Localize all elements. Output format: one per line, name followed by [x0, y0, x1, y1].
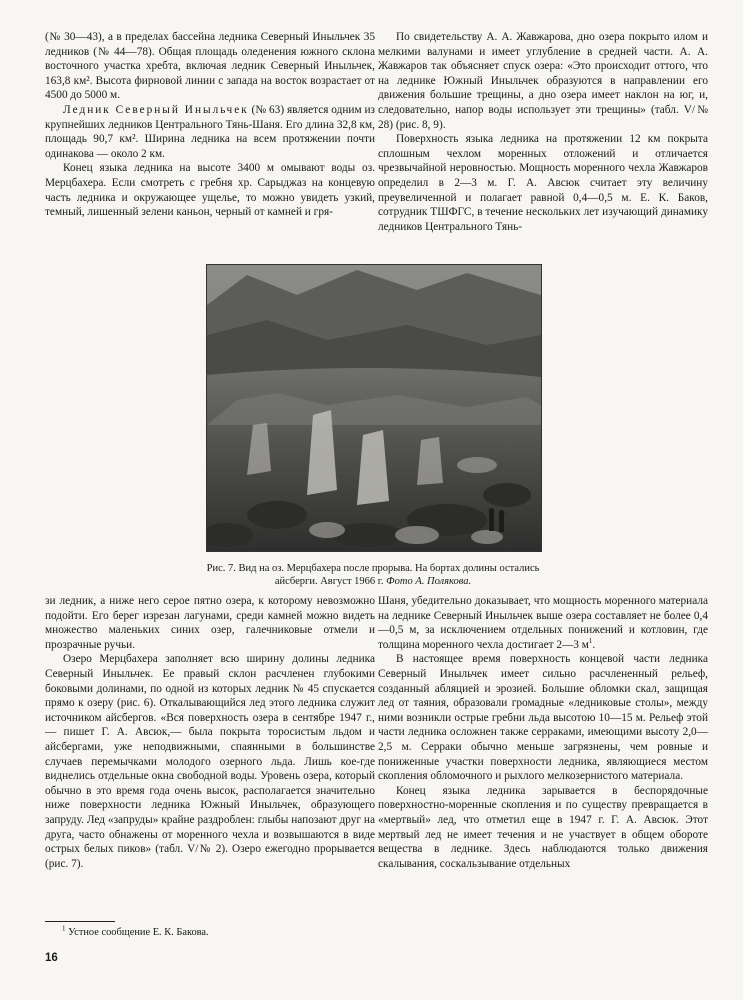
column-top-left	[45, 30, 375, 220]
paragraph: В настоящее время поверхность концевой части ледника Северный Иныльчек имеет сильно расчлененный рельеф, созданный абляцией и эрозией. Большие обломки скал, защищая лед от таяния, образовали громадные «ледниковые столы», между ними возникли острые гребни льда высотою 10—15 м. Рельеф этой части ледника осложнен также серраками, имеющими высоту 2,0—2,5 м. Серраки обычно меньше загрязнены, чем ровные и пониженные участки поверхности ледника, являющиеся местом скопления обломочного и рыхлого мелкозернистого материала.	[378, 653, 708, 783]
footnote-mark: 1	[62, 924, 66, 933]
photo-credit: Фото А. Полякова.	[386, 576, 472, 587]
footnote-divider	[45, 921, 115, 922]
glacier-name-spaced: Ледник Северный Иныльчек	[63, 103, 249, 116]
page-number: 16	[45, 952, 58, 964]
figure-caption	[190, 562, 556, 588]
paragraph: Озеро Мерцбахера заполняет всю ширину долины ледника Северный Иныльчек. Ее правый склон расчленен глубокими боковыми долинами, по одной из которых ледник № 45 спускается прямо к озеру (рис. 6). Откалывающийся лед этого ледника служит источником айсбергов. «Вся поверхность озера в сентябре 1947 г.,— пишет Г. А. Авсюк,— была покрыта торосистым льдом и айсбергами, уже неподвижными, спаянными в большинстве случаев перемычками молодого озерного льда. Лишь кое-где виднелись отдельные окна свободной воды. Уровень озера, который обычно в это время года очень высок, располагается значительно ниже поверхности ледника Южный Иныльчек, образующего запруду. Лед «запруды» крайне раздроблен: глыбы напозают друг на друга, часто обнажены от моренного чехла и возвышаются в виде острых белых пиков» (табл. V/№ 2). Озеро ежегодно прорывается (рис. 7).	[45, 653, 375, 870]
paragraph-text: (№ 63) является одним из крупнейших ледников Центрального Тянь-Шаня. Его длина 32,8 км, площадь 90,7 км². Ширина ледника на всем протяжении почти одинакова — около 2 км.	[45, 103, 375, 160]
paragraph-text: Шаня, убедительно доказывает, что мощность моренного материала на леднике Северный Иныльчек выше озера составляет не более 0,4—0,5 м, за исключением отдельных понижений и котловин, где толщина моренного чехла достигает 2—3 м	[378, 595, 708, 651]
footnote-reference: 1	[588, 637, 593, 646]
paragraph: Конец языка ледника зарывается в беспорядочные поверхностно-моренные скопления и по существу превращается в «мертвый» лед, что отметил еще в 1947 г. Г. А. Авсюк. Этот мертвый лед не имеет течения и не участвует в общем обороте вещества в леднике. Здесь наблюдаются только движения скалывания, соскальзывание отдельных	[378, 784, 708, 870]
paragraph	[45, 103, 375, 161]
footnote	[62, 926, 382, 939]
paragraph: зи ледник, а ниже него серое пятно озера, к которому невозможно подойти. Его берег изрезан лагунами, среди камней можно видеть множество маленьких синих озер, галечниковые отмели и прозрачные ручьи.	[45, 595, 375, 651]
column-top-right	[378, 30, 708, 234]
paragraph: По свидетельству А. А. Жавжарова, дно озера покрыто илом и мелкими валунами и имеет углубление в средней части. А. А. Жавжаров так объясняет спуск озера: «Это происходит оттого, что на леднике Южный Иныльчек образуются в направлении его движения большие трещины, а дно озера имеет наклон на юг, и, следовательно, напор воды использует эти трещины» (табл. V/№ 28) (рис. 8, 9).	[378, 31, 708, 131]
photo-illustration	[207, 265, 541, 551]
footnote-text: Устное сообщение Е. К. Бакова.	[68, 927, 209, 938]
caption-text: Рис. 7. Вид на оз. Мерцбахера после прорыва. На бортах долины остались айсберги. Август 1966 г.	[206, 563, 540, 587]
paragraph: Поверхность языка ледника на протяжении 12 км покрыта сплошным чехлом моренных отложений и отличается чрезвычайной неровностью. Мощность моренного чехла Жавжаров определил в 2—3 м. Г. А. Авсюк считает эту величину преувеличенной и полагает равной 0,4—0,5 м. Е. К. Баков, сотрудник ТШФГС, в течение нескольких лет изучающий динамику ледников Центрального Тянь-	[378, 133, 708, 233]
paragraph	[378, 594, 708, 652]
glacier-lake-photo	[206, 264, 542, 552]
paragraph-end: .	[592, 638, 596, 651]
paragraph: Конец языка ледника на высоте 3400 м омывают воды оз. Мерцбахера. Если смотреть с гребня хр. Сарыджаз на концевую часть ледника и окружающее ущелье, то можно увидеть узкий, темный, лишенный зелени каньон, черный от камней и гря-	[45, 162, 375, 219]
column-bottom-right	[378, 594, 708, 871]
column-bottom-left	[45, 594, 375, 871]
paragraph: (№ 30—43), а в пределах бассейна ледника Северный Иныльчек 35 ледников (№ 44—78). Общая площадь оледенения южного склона восточного участка хребта, включая ледник Северный Иныльчек, 163,8 км². Высота фирновой линии с запада на восток возрастает от 4500 до 5000 м.	[45, 31, 375, 102]
